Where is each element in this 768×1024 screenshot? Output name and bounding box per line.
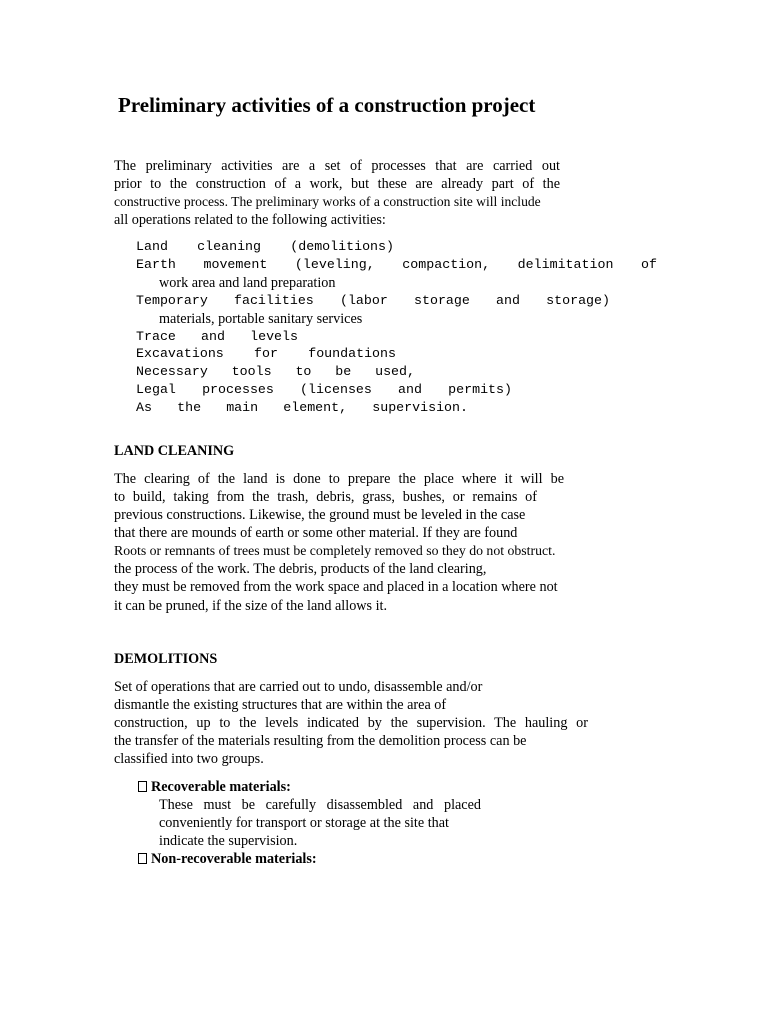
activity-item-continuation: materials, portable sanitary services — [159, 311, 363, 327]
bullet-label: Recoverable materials: — [151, 779, 291, 795]
intro-line: constructive process. The preliminary works of a construction site will include — [114, 194, 541, 209]
activity-item-continuation: work area and land preparation — [159, 275, 336, 291]
bullet-label: Non-recoverable materials: — [151, 851, 317, 867]
intro-line: The preliminary activities are a set of processes that are carried out — [114, 158, 560, 174]
land-cleaning-line: to build, taking from the trash, debris, grass, bushes, or remains of — [114, 489, 537, 505]
recoverable-line: indicate the supervision. — [159, 833, 298, 849]
section-heading-demolitions: DEMOLITIONS — [114, 651, 218, 667]
activity-item: Temporary facilities (labor storage and storage) — [136, 293, 610, 308]
land-cleaning-line: the process of the work. The debris, products of the land clearing, — [114, 561, 487, 577]
checkbox-bullet-icon — [138, 853, 147, 864]
land-cleaning-line: The clearing of the land is done to prepare the place where it will be — [114, 471, 564, 487]
bullet-item-recoverable — [138, 778, 291, 796]
activity-item: Land cleaning (demolitions) — [136, 239, 394, 254]
recoverable-line: conveniently for transport or storage at the site that — [159, 815, 449, 831]
demolitions-line: Set of operations that are carried out to undo, disassemble and/or — [114, 679, 483, 695]
demolitions-line: dismantle the existing structures that are within the area of — [114, 697, 447, 713]
activity-item: Earth movement (leveling, compaction, delimitation of — [136, 257, 657, 272]
demolitions-line: classified into two groups. — [114, 751, 264, 767]
checkbox-bullet-icon — [138, 781, 147, 792]
bullet-item-nonrecoverable — [138, 850, 317, 868]
activity-item: As the main element, supervision. — [136, 400, 468, 415]
activity-item: Legal processes (licenses and permits) — [136, 382, 512, 397]
intro-line: prior to the construction of a work, but these are already part of the — [114, 176, 560, 192]
land-cleaning-line: that there are mounds of earth or some other material. If they are found — [114, 525, 518, 541]
activity-item: Necessary tools to be used, — [136, 364, 415, 379]
land-cleaning-line: Roots or remnants of trees must be completely removed so they do not obstruct. — [114, 543, 556, 558]
activity-item: Excavations for foundations — [136, 346, 396, 361]
page-title: Preliminary activities of a construction project — [118, 93, 536, 117]
land-cleaning-line: previous constructions. Likewise, the ground must be leveled in the case — [114, 507, 526, 523]
activity-item: Trace and levels — [136, 329, 298, 344]
recoverable-line: These must be carefully disassembled and placed — [159, 797, 481, 813]
land-cleaning-line: they must be removed from the work space and placed in a location where not — [114, 579, 558, 595]
intro-line: all operations related to the following activities: — [114, 212, 386, 228]
demolitions-line: the transfer of the materials resulting from the demolition process can be — [114, 733, 527, 749]
section-heading-land-cleaning: LAND CLEANING — [114, 443, 235, 459]
demolitions-line: construction, up to the levels indicated by the supervision. The hauling or — [114, 715, 588, 731]
land-cleaning-line: it can be pruned, if the size of the land allows it. — [114, 598, 388, 614]
